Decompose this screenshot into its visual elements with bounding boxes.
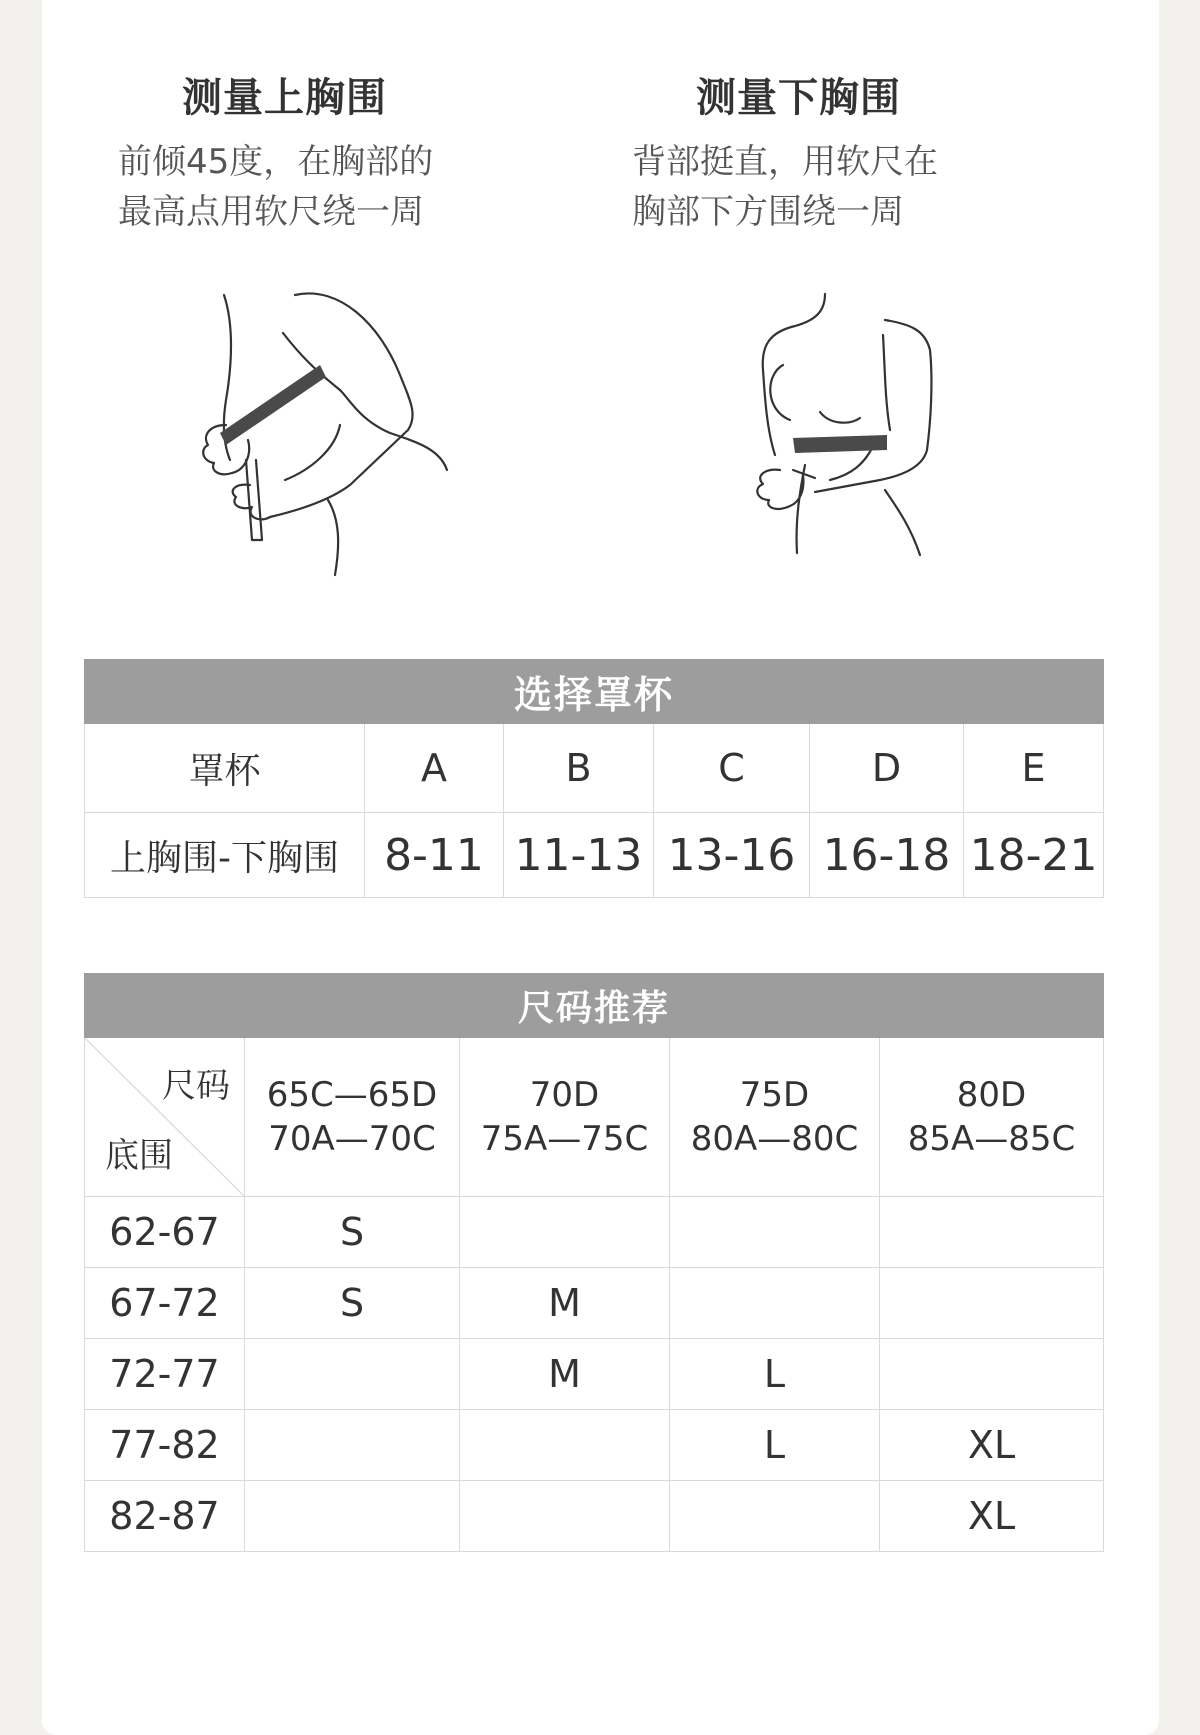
band-cell: 62-67 <box>85 1197 245 1268</box>
corner-size-label: 尺码 <box>162 1066 230 1106</box>
size-column-header: 65C—65D 70A—70C <box>245 1038 460 1197</box>
size-cell: L <box>670 1410 880 1481</box>
upper-bust-instructions <box>118 66 433 237</box>
size-cell <box>880 1339 1104 1410</box>
diff-cell: 13-16 <box>654 813 810 898</box>
size-cell <box>245 1339 460 1410</box>
size-cell <box>880 1268 1104 1339</box>
size-cell <box>460 1481 670 1552</box>
table-row <box>85 1481 1104 1552</box>
corner-band-label: 底围 <box>105 1136 173 1176</box>
size-table-title: 尺码推荐 <box>85 974 1104 1038</box>
band-cell: 77-82 <box>85 1410 245 1481</box>
upper-bust-line-2: 最高点用软尺绕一周 <box>118 192 424 232</box>
diff-cell: 16-18 <box>810 813 964 898</box>
size-column-header: 80D 85A—85C <box>880 1038 1104 1197</box>
lower-bust-title: 测量下胸围 <box>696 75 901 121</box>
cup-cell: E <box>964 724 1104 813</box>
diff-label: 上胸围-下胸围 <box>85 813 365 898</box>
size-cell: S <box>245 1197 460 1268</box>
size-cell <box>670 1197 880 1268</box>
diff-cell: 18-21 <box>964 813 1104 898</box>
table-row <box>85 1410 1104 1481</box>
upper-bust-line-1: 前倾45度，在胸部的 <box>118 142 434 182</box>
size-cell: S <box>245 1268 460 1339</box>
band-cell: 67-72 <box>85 1268 245 1339</box>
size-column-header: 75D 80A—80C <box>670 1038 880 1197</box>
size-cell <box>460 1410 670 1481</box>
table-row <box>85 1268 1104 1339</box>
band-cell: 82-87 <box>85 1481 245 1552</box>
cup-cell: C <box>654 724 810 813</box>
size-cell <box>670 1268 880 1339</box>
lower-bust-instructions <box>632 66 938 237</box>
upper-bust-title: 测量上胸围 <box>182 75 387 121</box>
size-cell: XL <box>880 1410 1104 1481</box>
cup-cell: D <box>810 724 964 813</box>
size-recommendation-table <box>84 973 1104 1552</box>
size-cell: XL <box>880 1481 1104 1552</box>
table-row <box>85 1339 1104 1410</box>
diff-cell: 8-11 <box>365 813 504 898</box>
size-cell: M <box>460 1268 670 1339</box>
size-cell: L <box>670 1339 880 1410</box>
size-cell: M <box>460 1339 670 1410</box>
cup-table-title: 选择罩杯 <box>85 660 1104 724</box>
size-column-header: 70D 75A—75C <box>460 1038 670 1197</box>
lower-bust-measure-illustration <box>735 290 955 560</box>
upper-bust-measure-illustration <box>190 285 470 590</box>
diff-cell: 11-13 <box>504 813 654 898</box>
size-cell <box>245 1481 460 1552</box>
cup-cell: B <box>504 724 654 813</box>
corner-cell <box>85 1038 245 1197</box>
size-cell <box>460 1197 670 1268</box>
lower-bust-line-1: 背部挺直，用软尺在 <box>632 142 938 182</box>
cup-cell: A <box>365 724 504 813</box>
size-cell <box>670 1481 880 1552</box>
band-cell: 72-77 <box>85 1339 245 1410</box>
size-cell <box>880 1197 1104 1268</box>
lower-bust-line-2: 胸部下方围绕一周 <box>632 192 904 232</box>
size-cell <box>245 1410 460 1481</box>
cup-size-table <box>84 659 1104 898</box>
cup-header-label: 罩杯 <box>85 724 365 813</box>
table-row <box>85 1197 1104 1268</box>
